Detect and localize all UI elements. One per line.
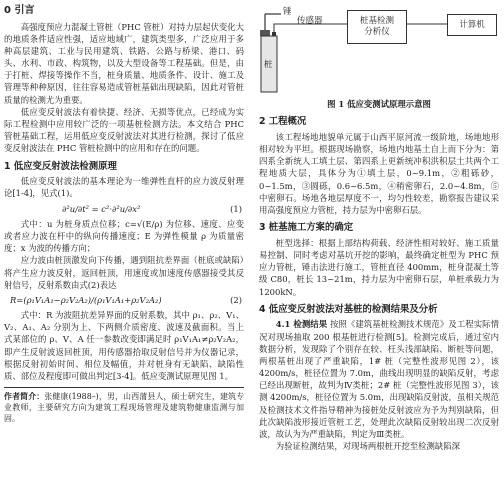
- equation-1: [4, 203, 244, 215]
- analyzer-label-line-2: 分析仪: [364, 27, 390, 37]
- results-paragraph-1-text: 按照《建筑基桩检测技术规范》及工程实际情况对现场抽取 200 根基桩进行检测[5]。检测完成后，通过室内数据分析，发现除了个别存在较、枉头浅部缺陷、断桩等问题，两根基桩出现了严重缺陷，1# 桩（完整性波形见图 2），该 4200m/s，桩径位置为 7.0m，曲线出现明显的缺陷反射，考虑已经出现断桩，故判为Ⅳ类桩；2# 桩（完整性波形见图 3），该测 4200m/s，桩径位置为 5.0m，出现缺陷反射波，虽相关规范及检测技术文件指导精神为接桩处反射波应为予为判别缺陷，但此次缺陷波形接近管桩工艺，处理此次缺陷反射较出现二次反射波，故认为为严重缺陷，判定为Ⅲ类桩。: [259, 319, 499, 439]
- results-paragraph-1: [259, 318, 499, 440]
- equation-2-body: R=(ρ₁V₁A₁−ρ₂V₂A₂)/(ρ₁V₁A₁+ρ₂V₂A₂): [10, 294, 162, 305]
- hammer-label: 锤: [283, 7, 292, 17]
- section-0-heading: 0 引言: [4, 5, 35, 16]
- principle-paragraph-4: 式中：R 为波阻抗差异界面的反射系数，其中 ρ₁、ρ₂、V₁、V₂、A₁、A₂ 分别为上、下两侧介质密度、波速及截面积。当上式某部位的 ρ、V、A 任一参数改变即满足时 ρ₁V₁A₁≠ρ₂V₂A₂，即产生反射波返回桩顶，用传感器拾取反射信号并为仪器记录，根据反射初始时间、相位及幅值，并对桩身有无缺陷、缺陷性质、部位及程度即可做出判定[3-4]。低应变测试原理见图 1。: [4, 310, 244, 381]
- overview-paragraph: 该工程场地地貌单元属于山西平原河流一级阶地，场地地形相对较为平坦。根据现场勘察，场地内地基土自上而下分为：第四系全新统人工填土层、第四系上更新统冲积洪积层土共两个工程地质大层，具体分为①填土层，0~9.1m，②粗砾砂，0~1.5m，③圆砾，0.6~6.5m，④稍密卵石，2.0~4.8m，⑤中密卵石。场地各地层厚度不一，均匀性较差，勘察报告建议采用高强度预应力管桩，持力层为中密卵石层。: [259, 131, 499, 215]
- hammer-icon: [260, 30, 270, 36]
- figure-1-diagram: [259, 4, 499, 96]
- intro-paragraph-2: 低应变反射波法有着快捷、经济、无损等优点，已经成为实际工程检测中应用较广泛的一项基桩检测方法。本文结合 PHC 管桩基础工程，运用低应变反射波法对其进行检测，探讨了低应变反射波法在 PHC 管桩检测中的应用和存在的问题。: [4, 106, 244, 154]
- sensor-icon: [272, 32, 276, 36]
- analyzer-label-line-1: 桩基检测: [359, 15, 394, 26]
- scheme-paragraph: 桩型选择：根据上部结构荷载、经济性相对较好、施工质量易控制、同时考虑对基坑开挖的影响，最终确定桩型为 PHC 预应力管桩，锤击法进行施工，管桩直径 400mm，桩身混凝土等级 C80，桩长 13~21m，持力层为中密卵石层，单桩承载力为 1200kN。: [259, 237, 499, 297]
- computer-label: 计算机: [459, 19, 485, 30]
- author-note-label: 作者简介：: [4, 392, 45, 402]
- footnote-divider: [4, 387, 244, 388]
- analyzer-box: [347, 10, 407, 44]
- left-column: [4, 2, 244, 424]
- equation-2-number: (2): [230, 294, 242, 305]
- computer-box: [447, 14, 497, 36]
- section-4-heading: 4 低应变反射波法对基桩的检测结果及分析: [259, 303, 438, 315]
- subsection-4-1-heading: 4.1 检测结果: [275, 319, 328, 330]
- figure-1-caption: 图 1 低应变测试原理示意图: [327, 99, 431, 109]
- equation-2: [4, 294, 244, 306]
- results-paragraph-2: 为验证检测结果，对现场两根桩开挖至检测缺陷深: [275, 441, 461, 452]
- author-note-text: 张健康(1988–)，男，山西蒲县人，硕士研究生，建筑专业教师，主要研究方向为建筑工程现场管理及建筑物健康监测与加固。: [4, 392, 244, 424]
- intro-paragraph-1: 高强度预应力混凝土管桩（PHC 管桩）对持力层起伏变化大的地质条件适应性强，适应地域广，建筑类型多，广泛应用于多种高层建筑、工业与民用建筑、铁路、公路与桥梁、港口、码头、水利、市政、构筑物，以及大型设备等工程基础。但是，由于打桩、焊接等操作不当，桩身质量、地质条件、设计、施工及管理等种种原因，往往容易造成管桩基础出现缺陷，因此对管桩质量的检测尤为重要。: [4, 21, 244, 105]
- principle-paragraph-3: 应力波由桩顶激发向下传播，遇到阻抗差界面（桩底或缺陷）将产生应力波反射，返回桩顶，用速度或加速度传感器接受其反射信号，反射系数由式(2)表达: [4, 255, 244, 290]
- author-note: [4, 391, 244, 424]
- right-column: [259, 2, 499, 452]
- principle-paragraph-1: 低应变反射波法的基本理论为一维弹性直杆的应力波反射理论[1-4]，见式(1)。: [4, 176, 244, 199]
- equation-1-number: (1): [230, 203, 242, 214]
- section-1-heading: 1 低应变反射波法检测原理: [4, 160, 117, 172]
- equation-1-body: ∂²u/∂t² = c²·∂²u/∂x²: [62, 203, 141, 214]
- principle-paragraph-2: 式中：u 为桩身质点位移；c=√(E/ρ) 为位移、速度、应变或者应力波在杆中的纵向传播速度；E 为弹性模量 ρ 为质量密度；x 为波的传播方向；: [4, 218, 244, 254]
- sensor-label: 传感器: [297, 16, 323, 26]
- section-2-heading: 2 工程概况: [259, 116, 307, 128]
- pile-label: 桩: [264, 60, 273, 70]
- section-3-heading: 3 桩基施工方案的确定: [259, 222, 354, 234]
